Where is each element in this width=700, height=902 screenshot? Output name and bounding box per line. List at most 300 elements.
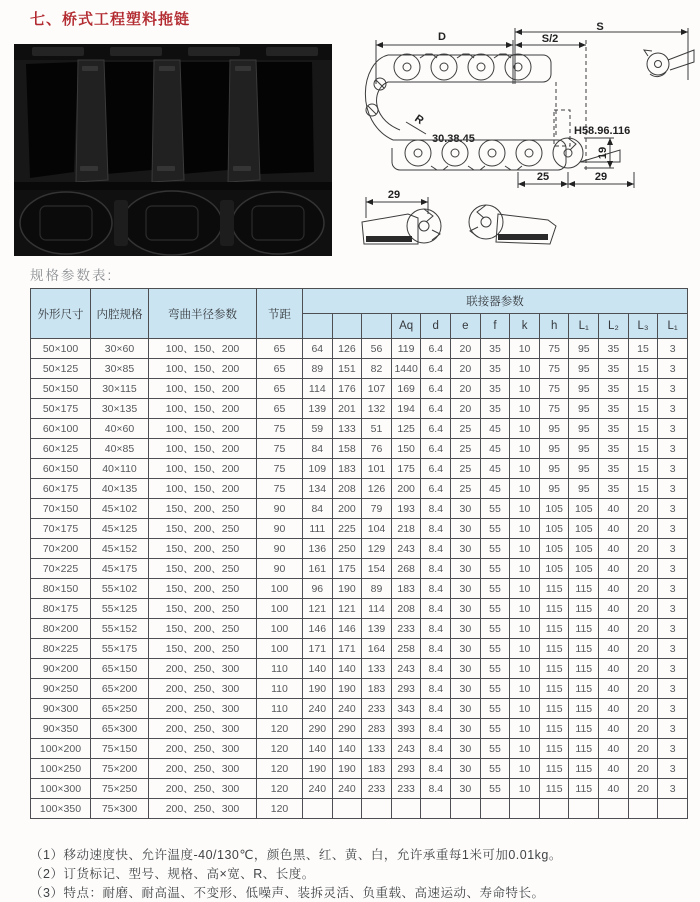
table-cell: 133 [362, 739, 392, 759]
table-cell: 115 [569, 779, 599, 799]
table-cell: 55 [480, 779, 510, 799]
table-cell: 115 [539, 739, 569, 759]
table-cell: 101 [362, 459, 392, 479]
table-cell: 3 [658, 459, 688, 479]
table-cell: 35 [480, 379, 510, 399]
table-cell: 109 [303, 459, 333, 479]
table-cell: 15 [628, 379, 658, 399]
table-cell: 100、150、200 [149, 419, 257, 439]
table-cell: 169 [391, 379, 421, 399]
table-cell: 95 [569, 479, 599, 499]
table-cell: 200、250、300 [149, 659, 257, 679]
table-cell: 95 [569, 419, 599, 439]
table-cell: 115 [539, 659, 569, 679]
table-row [31, 459, 688, 479]
table-row [31, 619, 688, 639]
table-cell: 65×250 [91, 699, 149, 719]
table-cell: 190 [332, 579, 362, 599]
table-cell: 96 [303, 579, 333, 599]
table-cell: 121 [332, 599, 362, 619]
table-cell: 30 [451, 619, 481, 639]
table-row [31, 579, 688, 599]
table-cell: 150、200、250 [149, 599, 257, 619]
table-cell: 115 [539, 699, 569, 719]
table-cell: 115 [539, 599, 569, 619]
table-cell: 393 [391, 719, 421, 739]
table-cell: 45 [480, 459, 510, 479]
dim-label-R: R [412, 112, 426, 128]
table-cell: 200、250、300 [149, 759, 257, 779]
table-cell: 201 [332, 399, 362, 419]
table-cell: 150、200、250 [149, 539, 257, 559]
table-cell: 146 [303, 619, 333, 639]
table-cell: 59 [303, 419, 333, 439]
table-cell: 95 [569, 379, 599, 399]
table-cell: 65×150 [91, 659, 149, 679]
table-row [31, 419, 688, 439]
sub-header-cell: Aq [391, 314, 421, 339]
table-cell: 140 [332, 659, 362, 679]
table-cell: 104 [362, 519, 392, 539]
table-cell: 75 [539, 359, 569, 379]
table-cell: 175 [391, 459, 421, 479]
table-cell: 30 [451, 519, 481, 539]
table-cell: 10 [510, 479, 540, 499]
table-cell: 115 [569, 679, 599, 699]
table-cell: 3 [658, 379, 688, 399]
table-cell: 8.4 [421, 639, 451, 659]
table-cell: 161 [303, 559, 333, 579]
table-cell: 30 [451, 719, 481, 739]
table-cell: 134 [303, 479, 333, 499]
table-cell: 10 [510, 379, 540, 399]
table-cell: 100、150、200 [149, 379, 257, 399]
table-cell: 120 [257, 779, 303, 799]
table-cell: 95 [569, 359, 599, 379]
table-cell [332, 799, 362, 819]
table-cell: 40 [599, 639, 629, 659]
table-cell: 10 [510, 579, 540, 599]
table-cell: 45×125 [91, 519, 149, 539]
dim-label-29: 29 [594, 171, 608, 183]
table-cell: 65 [257, 399, 303, 419]
table-cell: 40 [599, 719, 629, 739]
table-cell: 115 [569, 639, 599, 659]
table-cell: 60×125 [31, 439, 91, 459]
table-row [31, 739, 688, 759]
table-cell: 8.4 [421, 699, 451, 719]
table-cell: 84 [303, 439, 333, 459]
table-cell: 3 [658, 599, 688, 619]
table-cell: 45 [480, 439, 510, 459]
table-cell: 115 [539, 579, 569, 599]
table-cell: 10 [510, 499, 540, 519]
table-cell: 3 [658, 519, 688, 539]
table-cell: 25 [451, 459, 481, 479]
table-cell: 3 [658, 659, 688, 679]
table-cell: 225 [332, 519, 362, 539]
table-row [31, 539, 688, 559]
sub-header-cell: L₁ [658, 314, 688, 339]
table-cell: 218 [391, 519, 421, 539]
table-row [31, 639, 688, 659]
table-cell: 30 [451, 599, 481, 619]
table-cell: 10 [510, 539, 540, 559]
table-cell: 20 [628, 539, 658, 559]
footnote-2: （2）订货标记、型号、规格、高×宽、R、长度。 [30, 867, 315, 881]
table-cell: 76 [362, 439, 392, 459]
table-cell: 6.4 [421, 399, 451, 419]
table-row [31, 399, 688, 419]
table-cell: 100 [257, 579, 303, 599]
table-cell: 107 [362, 379, 392, 399]
table-cell: 15 [628, 339, 658, 359]
table-cell: 30 [451, 759, 481, 779]
table-cell: 121 [303, 599, 333, 619]
table-cell: 50×100 [31, 339, 91, 359]
table-cell: 100×200 [31, 739, 91, 759]
table-cell: 55 [480, 499, 510, 519]
table-cell: 3 [658, 339, 688, 359]
table-cell: 115 [539, 719, 569, 739]
table-cell: 40 [599, 679, 629, 699]
table-row [31, 339, 688, 359]
table-cell: 193 [391, 499, 421, 519]
table-cell: 55 [480, 599, 510, 619]
table-cell: 64 [303, 339, 333, 359]
table-cell: 164 [362, 639, 392, 659]
table-cell: 30 [451, 659, 481, 679]
table-cell: 40 [599, 539, 629, 559]
table-cell: 25 [451, 419, 481, 439]
header-pitch: 节距 [257, 289, 303, 339]
table-cell: 40×135 [91, 479, 149, 499]
table-cell: 55 [480, 579, 510, 599]
table-cell: 115 [569, 719, 599, 739]
table-cell: 20 [628, 759, 658, 779]
sub-header-cell: k [510, 314, 540, 339]
table-cell: 20 [451, 399, 481, 419]
table-cell: 56 [362, 339, 392, 359]
table-cell: 8.4 [421, 579, 451, 599]
table-cell: 105 [539, 539, 569, 559]
table-row [31, 699, 688, 719]
table-cell [303, 799, 333, 819]
table-cell: 30 [451, 639, 481, 659]
table-cell: 126 [362, 479, 392, 499]
table-cell: 183 [362, 759, 392, 779]
sub-header-cell: L₁ [569, 314, 599, 339]
table-cell: 8.4 [421, 499, 451, 519]
table-cell: 8.4 [421, 739, 451, 759]
table-cell: 10 [510, 699, 540, 719]
table-cell: 10 [510, 559, 540, 579]
table-cell: 110 [257, 679, 303, 699]
table-cell: 8.4 [421, 539, 451, 559]
table-cell: 115 [539, 639, 569, 659]
table-cell: 89 [303, 359, 333, 379]
table-cell: 10 [510, 679, 540, 699]
table-cell: 15 [628, 359, 658, 379]
table-cell: 75 [539, 339, 569, 359]
table-row [31, 359, 688, 379]
table-cell: 243 [391, 659, 421, 679]
sub-header-cell: L₂ [599, 314, 629, 339]
table-cell: 100 [257, 639, 303, 659]
table-cell: 115 [569, 579, 599, 599]
table-cell: 10 [510, 519, 540, 539]
table-cell: 111 [303, 519, 333, 539]
table-cell: 208 [391, 599, 421, 619]
height-values-label: H58.96.116 [574, 125, 631, 137]
table-cell: 150、200、250 [149, 499, 257, 519]
table-cell: 75×300 [91, 799, 149, 819]
table-row [31, 559, 688, 579]
table-cell: 55 [480, 559, 510, 579]
table-cell: 233 [362, 699, 392, 719]
table-cell: 200、250、300 [149, 799, 257, 819]
table-cell: 75 [257, 419, 303, 439]
table-row [31, 479, 688, 499]
table-cell: 120 [257, 719, 303, 739]
table-cell: 55 [480, 679, 510, 699]
table-cell: 30×135 [91, 399, 149, 419]
table-cell: 40×60 [91, 419, 149, 439]
sub-header-cell: h [539, 314, 569, 339]
table-cell: 95 [569, 439, 599, 459]
table-cell: 82 [362, 359, 392, 379]
table-cell: 105 [539, 499, 569, 519]
table-cell: 200、250、300 [149, 739, 257, 759]
table-cell: 171 [303, 639, 333, 659]
table-cell: 20 [628, 639, 658, 659]
table-cell: 60×100 [31, 419, 91, 439]
table-cell: 15 [628, 439, 658, 459]
table-cell [480, 799, 510, 819]
table-row [31, 659, 688, 679]
table-cell: 115 [539, 759, 569, 779]
table-cell: 55 [480, 619, 510, 639]
table-cell: 6.4 [421, 479, 451, 499]
table-cell: 25 [451, 439, 481, 459]
sub-header-cell [303, 314, 333, 339]
table-cell: 150、200、250 [149, 559, 257, 579]
table-cell: 35 [599, 419, 629, 439]
table-cell: 139 [362, 619, 392, 639]
table-cell: 40×110 [91, 459, 149, 479]
table-cell: 90×250 [31, 679, 91, 699]
table-cell: 35 [599, 479, 629, 499]
table-cell: 3 [658, 719, 688, 739]
table-cell: 243 [391, 539, 421, 559]
table-cell: 183 [391, 579, 421, 599]
table-cell: 70×200 [31, 539, 91, 559]
table-cell: 30 [451, 559, 481, 579]
table-cell: 20 [628, 579, 658, 599]
table-cell: 100、150、200 [149, 359, 257, 379]
table-cell: 95 [539, 479, 569, 499]
table-cell: 132 [362, 399, 392, 419]
table-cell [599, 799, 629, 819]
table-cell: 25 [451, 479, 481, 499]
table-cell: 100×250 [31, 759, 91, 779]
table-cell: 190 [303, 679, 333, 699]
table-cell: 10 [510, 659, 540, 679]
table-cell: 90×200 [31, 659, 91, 679]
table-cell: 6.4 [421, 339, 451, 359]
table-cell: 100 [257, 599, 303, 619]
drag-chain-dimension-drawing [358, 22, 696, 262]
table-cell: 35 [599, 399, 629, 419]
table-cell: 293 [391, 679, 421, 699]
table-cell: 3 [658, 619, 688, 639]
table-row [31, 439, 688, 459]
table-cell [569, 799, 599, 819]
table-cell: 200、250、300 [149, 779, 257, 799]
dim-label-25: 25 [536, 171, 550, 183]
table-cell: 6.4 [421, 459, 451, 479]
table-cell: 50×175 [31, 399, 91, 419]
table-cell: 105 [539, 519, 569, 539]
table-cell: 290 [332, 719, 362, 739]
table-cell: 8.4 [421, 759, 451, 779]
table-cell: 171 [332, 639, 362, 659]
table-cell: 150、200、250 [149, 519, 257, 539]
table-cell: 100、150、200 [149, 339, 257, 359]
table-cell: 65 [257, 379, 303, 399]
table-cell: 40 [599, 499, 629, 519]
table-row [31, 599, 688, 619]
drag-chain-photo-image [14, 44, 332, 256]
table-cell: 55 [480, 639, 510, 659]
table-cell: 240 [332, 779, 362, 799]
header-connector-group: 联接器参数 [303, 289, 688, 314]
table-cell: 30 [451, 739, 481, 759]
table-cell: 194 [391, 399, 421, 419]
table-cell: 95 [539, 419, 569, 439]
table-cell: 20 [628, 599, 658, 619]
table-cell: 75 [257, 439, 303, 459]
table-cell: 95 [539, 439, 569, 459]
table-cell: 79 [362, 499, 392, 519]
table-cell: 3 [658, 559, 688, 579]
footnote-1: （1）移动速度快、允许温度-40/130℃，颜色黑、红、黄、白，允许承重每1米可加0.01kg。 [30, 848, 562, 862]
table-cell: 3 [658, 539, 688, 559]
table-cell: 75 [539, 379, 569, 399]
table-cell: 40 [599, 699, 629, 719]
table-cell: 240 [332, 699, 362, 719]
table-cell: 190 [303, 759, 333, 779]
table-cell: 10 [510, 439, 540, 459]
dim-label-S: S [596, 22, 604, 33]
table-cell: 10 [510, 759, 540, 779]
table-cell: 8.4 [421, 559, 451, 579]
table-cell: 20 [451, 339, 481, 359]
table-cell: 55×152 [91, 619, 149, 639]
table-cell: 3 [658, 439, 688, 459]
table-cell: 115 [569, 599, 599, 619]
table-cell: 105 [569, 499, 599, 519]
table-cell: 80×150 [31, 579, 91, 599]
table-cell: 40 [599, 779, 629, 799]
table-cell: 258 [391, 639, 421, 659]
table-cell: 90×350 [31, 719, 91, 739]
table-cell: 115 [569, 759, 599, 779]
table-cell: 183 [362, 679, 392, 699]
table-cell: 115 [569, 619, 599, 639]
table-row [31, 779, 688, 799]
table-cell: 70×225 [31, 559, 91, 579]
table-cell: 100、150、200 [149, 439, 257, 459]
table-cell: 3 [658, 699, 688, 719]
table-row [31, 719, 688, 739]
table-cell: 120 [257, 759, 303, 779]
table-cell: 60×175 [31, 479, 91, 499]
table-cell: 20 [628, 559, 658, 579]
table-cell: 10 [510, 719, 540, 739]
table-cell: 20 [628, 619, 658, 639]
table-cell: 80×225 [31, 639, 91, 659]
table-cell: 100、150、200 [149, 479, 257, 499]
dim-label-D: D [438, 31, 446, 43]
table-cell: 115 [569, 739, 599, 759]
table-cell: 20 [451, 379, 481, 399]
table-cell: 233 [391, 619, 421, 639]
sub-header-cell: e [451, 314, 481, 339]
table-cell: 40 [599, 659, 629, 679]
table-cell: 35 [480, 399, 510, 419]
table-cell: 290 [303, 719, 333, 739]
table-cell: 146 [332, 619, 362, 639]
table-cell: 55 [480, 759, 510, 779]
footnote-3: （3）特点：耐磨、耐高温、不变形、低噪声、装拆灵活、负重载、高速运动、寿命特长。 [30, 886, 545, 900]
table-cell: 3 [658, 419, 688, 439]
table-cell: 51 [362, 419, 392, 439]
table-row [31, 519, 688, 539]
table-cell [658, 799, 688, 819]
group-header-row [31, 289, 688, 314]
table-cell: 95 [539, 459, 569, 479]
table-cell: 150、200、250 [149, 619, 257, 639]
table-cell: 20 [628, 519, 658, 539]
table-cell: 55 [480, 539, 510, 559]
table-cell: 150、200、250 [149, 639, 257, 659]
table-cell: 136 [303, 539, 333, 559]
spec-table-body [31, 339, 688, 819]
table-cell: 6.4 [421, 379, 451, 399]
table-cell: 190 [332, 679, 362, 699]
table-cell: 55×102 [91, 579, 149, 599]
table-cell [391, 799, 421, 819]
table-cell: 8.4 [421, 519, 451, 539]
radius-values-label: 30.38.45 [432, 133, 475, 145]
table-cell: 10 [510, 739, 540, 759]
table-cell: 75 [257, 479, 303, 499]
table-cell: 100×300 [31, 779, 91, 799]
table-cell: 158 [332, 439, 362, 459]
table-cell: 90 [257, 519, 303, 539]
table-cell: 233 [362, 779, 392, 799]
table-cell: 293 [391, 759, 421, 779]
table-cell: 154 [362, 559, 392, 579]
sub-header-cell: f [480, 314, 510, 339]
table-row [31, 379, 688, 399]
table-cell: 190 [332, 759, 362, 779]
table-cell: 30 [451, 579, 481, 599]
table-cell: 40 [599, 559, 629, 579]
table-cell: 40 [599, 519, 629, 539]
table-row [31, 799, 688, 819]
